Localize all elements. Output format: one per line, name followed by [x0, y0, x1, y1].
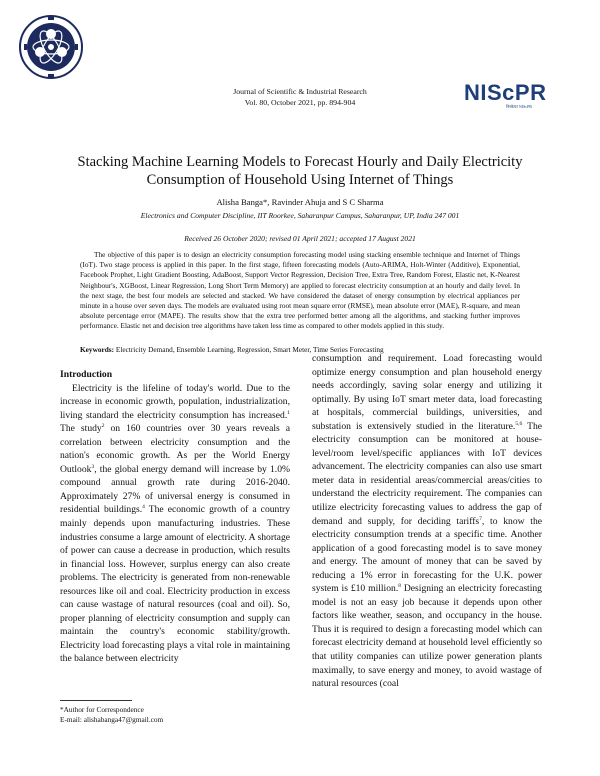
- text-run: Electricity is the lifeline of today's world. Due to the increase in economic growth, population, industrialization, living standard the electricity consumption has increased.: [60, 382, 290, 421]
- footnote-email[interactable]: E-mail: alishabanga47@gmail.com: [60, 714, 164, 724]
- keywords-list: Electricity Demand, Ensemble Learning, Regression, Smart Meter, Time Series Forecasting: [115, 345, 384, 354]
- intro-heading: Introduction: [60, 369, 113, 380]
- abstract: The objective of this paper is to design an electricity consumption forecasting model using stacking ensemble technique and Internet of Things (IoT). Two stage process is applied in this paper. In the first stage, fifteen forecasting models (Auto-ARIMA, Holt-Winter (Additive), Exponential, Facebook Prophet, Light Gradient Boosting, AdaBoost, Support Vector Regression, Decision Tree, Extra Tree, Random Forest, Elastic net, K-Nearest Neighbour's, XGBoost, Linear Regression, Long Short Term Memory) are applied to forecast electricity consumption at an hourly and daily level. In the next stage, the best four models are selected and stacked. We have considered the dataset of energy consumption by electrical appliances per minute in a house over seven days. The models are evaluated using root mean square error (RMSE), mean absolute error (MAE), R-square, and mean absolute percentage error (MAPE). The results show that the extra tree performed better among all the algorithms, and stacking further improves performance. Elastic net and decision tree algorithms have taken less time as compared to other models applied in this study.: [80, 250, 520, 331]
- footnote-author: *Author for Correspondence: [60, 705, 144, 714]
- left-column: [60, 368, 290, 666]
- text-run: consumption and requirement. Load forecasting would optimize energy consumption and plan household energy needs accordingly, saving solar energy and utilizing it optimally. By using IoT smart meter data, load forecasting at hospitals, commercial buildings, universities, and substation is extensively studied in the literature.: [312, 353, 542, 432]
- received-dates: Received 26 October 2020; revised 01 April 2021; accepted 17 August 2021: [184, 234, 416, 243]
- affiliation: Electronics and Computer Discipline, IIT Roorkee, Saharanpur Campus, Saharanpur, UP, India 247 001: [140, 211, 460, 220]
- citation[interactable]: 3: [91, 463, 95, 470]
- csir-logo: [18, 14, 84, 80]
- niscpr-logo: [464, 80, 574, 116]
- text-run: The electricity consumption can be monitored at house-level/room level/specific appliances with IoT devices advancement. The electricity companies can also use smart meter data in residential areas/commercial areas/cities to understand the electricity requirement. The companies can utilize electricity forecasting values to address the gap of demand and supply, for deciding tariffs: [312, 420, 542, 527]
- keywords-label: Keywords:: [80, 345, 115, 354]
- journal-header: [150, 86, 450, 108]
- text-run: The study: [60, 423, 102, 435]
- footnote-divider: [60, 700, 132, 701]
- citation[interactable]: 4: [142, 504, 145, 511]
- left-column-text: [60, 382, 290, 666]
- title-line-2: Consumption of Household Using Internet of Things: [146, 172, 454, 188]
- text-run: Designing an electricity forecasting model is not an easy job because it depends upon other factors like weather, season, and occupancy in the house. Thus it is required to design a forecasting model which can forecast electricity demand at household level efficiently so that utility companies can utilize power generation plants maximally, to save energy and money, to avoid wastage of natural resources (coal: [312, 583, 542, 690]
- text-run: , to know the electricity consumption trends at a specific time. Another application of a good forecasting model is to save money and energy. The amount of money that can be saved by reducing a 1% error in forecasting for the U.K. power system is £10 million.: [312, 515, 542, 595]
- authors: Alisha Banga*, Ravinder Ahuja and S C Sharma: [216, 197, 384, 207]
- citation[interactable]: 7: [479, 515, 482, 522]
- paper-title: [40, 153, 560, 189]
- citation[interactable]: 5,6: [515, 420, 523, 427]
- title-line-1: Stacking Machine Learning Models to Forecast Hourly and Daily Electricity: [77, 154, 523, 170]
- right-column: [312, 352, 542, 691]
- niscpr-logo-text: NIScPR: [464, 80, 547, 105]
- text-run: on 160 countries over 30 years reveals a correlation between electricity consumption and the nation's economic growth. As per the World Energy Outlook: [60, 423, 290, 475]
- citation[interactable]: 8: [398, 583, 401, 590]
- citation[interactable]: 2: [101, 423, 105, 429]
- niscpr-logo-subtext: निस्केयर NIScPR: [506, 104, 532, 109]
- journal-name: Journal of Scientific & Industrial Research: [233, 87, 367, 96]
- right-column-text: [312, 352, 542, 691]
- footnote: [60, 705, 290, 725]
- citation[interactable]: 1: [287, 409, 290, 416]
- text-run: The economic growth of a country mainly depends upon manufacturing industries. These industries consume a large amount of electricity. A shortage of power can cause a decrease in production, which results in financial loss. However, surplus energy can also create problems. The electricity is generated from non-renewable resources like oil and coal. Electricity production in excess can cause wastage of natural resources (coal and oil). So, proper planning of electricity consumption and supply can maintain the country's economic stability/growth. Electricity load forecasting plays a vital role in maintaining the balance between electricity: [60, 504, 290, 665]
- text-run: , the global energy demand will increase by 1.0% compound annual growth rate during 2016-2040. Approximately 27% of universal energy is consumed in residential buildings.: [60, 463, 290, 516]
- journal-volume: Vol. 80, October 2021, pp. 894-904: [244, 98, 356, 107]
